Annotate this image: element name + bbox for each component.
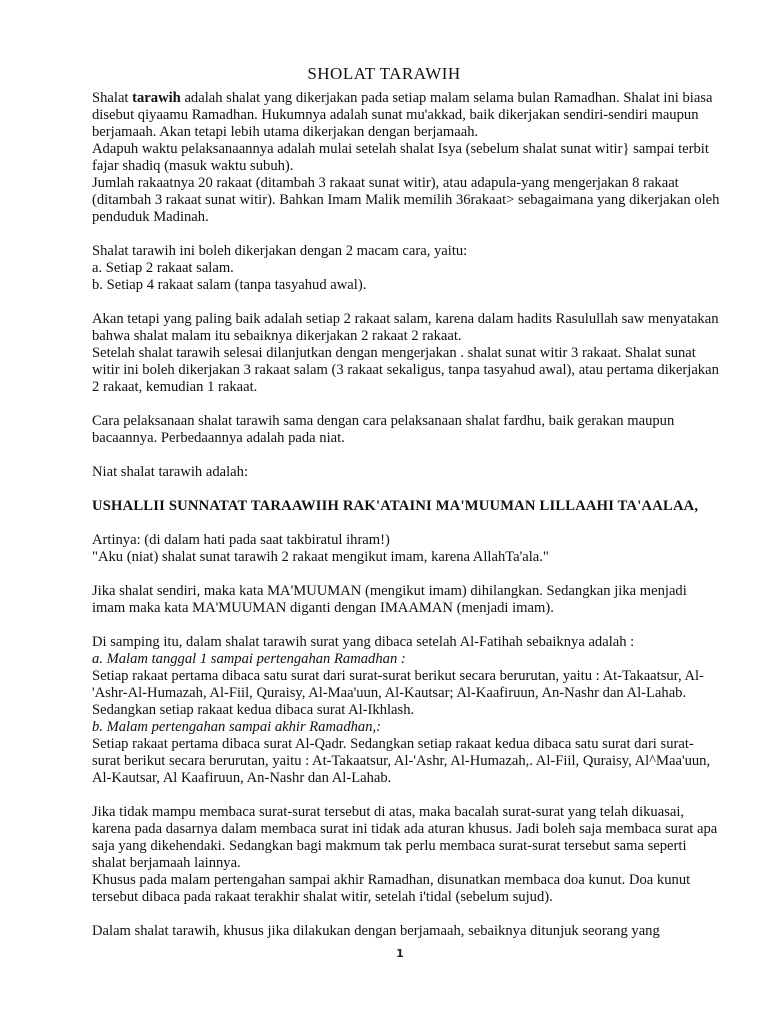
document-title: SHOLAT TARAWIH	[307, 64, 461, 83]
document-body	[92, 90, 722, 940]
intro-post: adalah shalat yang dikerjakan pada setiap malam selama bulan Ramadhan. Shalat ini biasa disebut qiyaamu Ramadhan. Hukumnya adalah sunat mu'akkad, baik dikerjakan sendiri-sendiri maupun berjamaah. Akan tetapi lebih utama dikerjakan dengan berjamaah.	[92, 90, 713, 140]
paragraph-intro	[92, 90, 722, 141]
paragraph-jumlah: Jumlah rakaatnya 20 rakaat (ditambah 3 rakaat sunat witir), atau adapula-yang mengerjakan 8 rakaat (ditambah 3 rakaat sunat witir). Bahkan Imam Malik memilih 36rakaat> sebagaimana yang dikerjakan oleh penduduk Madinah.	[92, 175, 720, 225]
paragraph-tidak-mampu: Jika tidak mampu membaca surat-surat tersebut di atas, maka bacalah surat-surat yang telah dikuasai, karena pada dasarnya dalam membaca surat ini tidak ada aturan khusus. Jadi boleh saja membaca surat apa saja yang dikehendaki. Sedangkan bagi makmum tak perlu membaca surat-surat tersebut sama seperti shalat berjamaah lainnya.	[92, 804, 718, 871]
intro-pre: Shalat	[92, 90, 133, 106]
paragraph-malam-a: Setiap rakaat pertama dibaca satu surat dari surat-surat berikut secara berurutan, yaitu : At-Takaatsur, Al-'Ashr-Al-Humazah, Al-Fiil, Quraisy, Al-Maa'uun, Al-Kautsar; Al-Kaafiruun, An-Nashr dan Al-Lahab. Sedangkan setiap rakaat kedua dibaca surat Al-Ikhlash.	[92, 668, 704, 718]
paragraph-gap	[92, 515, 722, 532]
paragraph-gap	[92, 447, 722, 464]
paragraph-surat-intro: Di samping itu, dalam shalat tarawih surat yang dibaca setelah Al-Fatihah sebaiknya adalah :	[92, 634, 635, 650]
paragraph-gap	[92, 481, 722, 498]
paragraph-waktu: Adapuh waktu pelaksanaannya adalah mulai setelah shalat Isya (sebelum shalat sunat witir} sampai terbit fajar shadiq (masuk waktu subuh).	[92, 141, 709, 174]
paragraph-doa-kunut: Khusus pada malam pertengahan sampai akhir Ramadhan, disunatkan membaca doa kunut. Doa kunut tersebut dibaca pada rakaat terakhir shalat witir, setelah i'tidal (sebelum sujud).	[92, 872, 691, 905]
artinya-line-2: "Aku (niat) shalat sunat tarawih 2 rakaat mengikut imam, karena AllahTa'ala."	[92, 549, 549, 565]
page-number: 1	[396, 947, 404, 960]
paragraph-gap	[92, 294, 722, 311]
paragraph-sendiri: Jika shalat sendiri, maka kata MA'MUUMAN (mengikut imam) dihilangkan. Sedangkan jika menjadi imam maka kata MA'MUUMAN diganti dengan IMAAMAN (menjadi imam).	[92, 583, 687, 616]
paragraph-terbaik: Akan tetapi yang paling baik adalah setiap 2 rakaat salam, karena dalam hadits Rasulullah saw menyatakan bahwa shalat malam itu sebaiknya dikerjakan 2 rakaat 2 rakaat.	[92, 311, 719, 344]
paragraph-gap	[92, 787, 722, 804]
heading-malam-a: a. Malam tanggal 1 sampai pertengahan Ramadhan :	[92, 651, 406, 667]
paragraph-gap	[92, 226, 722, 243]
paragraph-gap	[92, 566, 722, 583]
paragraph-gap	[92, 617, 722, 634]
heading-malam-b: b. Malam pertengahan sampai akhir Ramadhan,:	[92, 719, 382, 735]
paragraph-gap	[92, 906, 722, 923]
paragraph-berjamaah: Dalam shalat tarawih, khusus jika dilakukan dengan berjamaah, sebaiknya ditunjuk seorang yang	[92, 923, 660, 939]
artinya-line-1: Artinya: (di dalam hati pada saat takbiratul ihram!)	[92, 532, 390, 548]
paragraph-cara-intro: Shalat tarawih ini boleh dikerjakan dengan 2 macam cara, yaitu:	[92, 243, 468, 259]
paragraph-witir: Setelah shalat tarawih selesai dilanjutkan dengan mengerjakan . shalat sunat witir 3 rakaat. Shalat sunat witir ini boleh dikerjakan 3 rakaat salam (3 rakaat sekaligus, tanpa tasyahud awal), atau pertama dikerjakan 2 rakaat, kemudian 1 rakaat.	[92, 345, 719, 395]
list-item-cara-b: b. Setiap 4 rakaat salam (tanpa tasyahud awal).	[92, 277, 367, 293]
list-item-cara-a: a. Setiap 2 rakaat salam.	[92, 260, 234, 276]
paragraph-gap	[92, 396, 722, 413]
paragraph-pelaksanaan: Cara pelaksanaan shalat tarawih sama dengan cara pelaksanaan shalat fardhu, baik gerakan maupun bacaannya. Perbedaannya adalah pada niat.	[92, 413, 675, 446]
paragraph-malam-b: Setiap rakaat pertama dibaca surat Al-Qadr. Sedangkan setiap rakaat kedua dibaca satu surat dari surat-surat berikut secara berurutan, yaitu : At-Takaatsur, Al-'Ashr, Al-Humazah,. Al-Fiil, Quraisy, Al^Maa'uun, Al-Kautsar, Al Kaafiruun, An-Nashr dan Al-Lahab.	[92, 736, 711, 786]
niat-text: USHALLII SUNNATAT TARAAWIIH RAK'ATAINI MA'MUUMAN LILLAAHI TA'AALAA,	[92, 498, 699, 514]
intro-bold-term: tarawih	[132, 90, 181, 106]
paragraph-niat-label: Niat shalat tarawih adalah:	[92, 464, 249, 480]
